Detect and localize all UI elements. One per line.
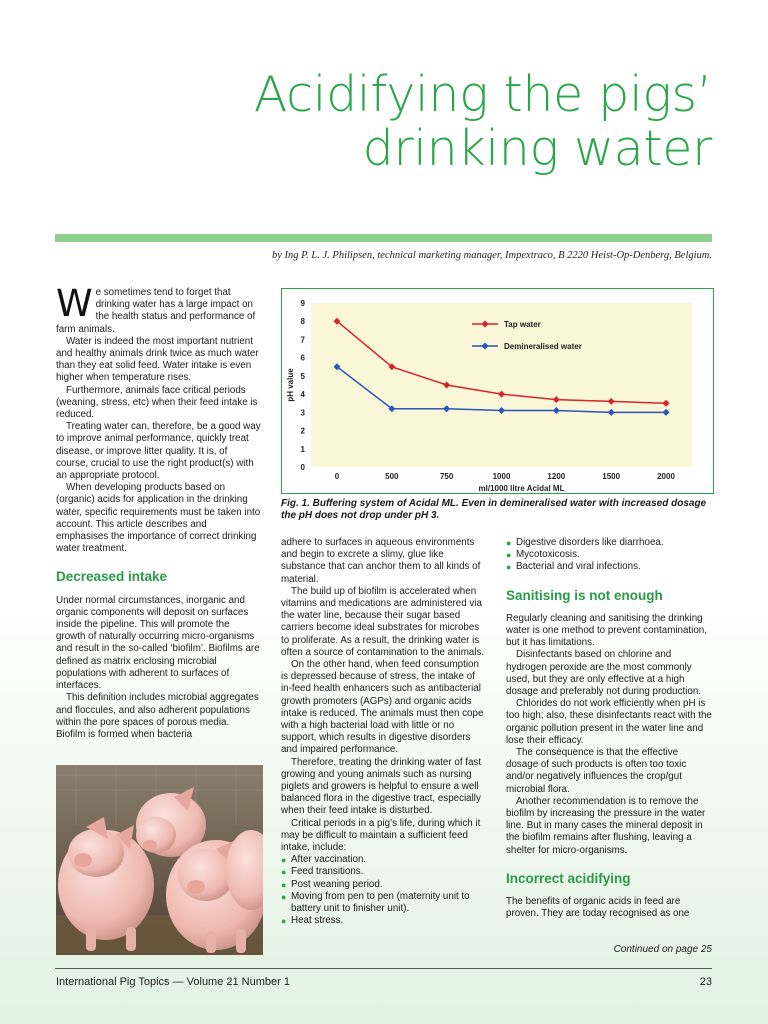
y-axis-label: pH value	[286, 368, 295, 402]
legend-label: Tap water	[504, 320, 541, 329]
x-tick-label: 1000	[492, 472, 511, 481]
x-tick-label: 500	[385, 472, 399, 481]
footer-rule	[55, 968, 712, 969]
drop-cap: W	[56, 282, 93, 325]
paragraph: Chlorides do not work efficiently when pH is too high; also, these disinfectants react with the organic pollution present in the water line and lose their efficacy.	[506, 698, 712, 746]
paragraph: The benefits of organic acids in feed are proven. They are today recognised as one	[506, 896, 690, 920]
paragraph: On the other hand, when feed consumption is depressed because of stress, the intake of in-feed health enhancers such as antibacterial growth promoters (AGPs) and organic acids intake is reduced. The animals must then cope with a high bacterial load with little or no support, which results in digestive disorders and impaired performance.	[281, 659, 484, 756]
y-tick-label: 6	[300, 353, 305, 363]
paragraph: adhere to surfaces in aqueous environments and begin to excrete a slimy, glue like substance that can anchor them to all kinds of material.	[281, 537, 481, 585]
piglets-illustration	[56, 765, 263, 955]
paragraph: Disinfectants based on chlorine and hydrogen peroxide are the most commonly used, but they are only effective at a high dosage and preferably not during production.	[506, 649, 701, 698]
y-tick-label: 4	[300, 390, 305, 400]
paragraph: Regularly cleaning and sanitising the drinking water is one method to prevent contamination, but it has limitations.	[506, 612, 707, 649]
figure-caption: Fig. 1. Buffering system of Acidal ML. Even in demineralised water with increased dosage the pH does not drop under pH 3.	[281, 498, 707, 521]
paragraph: When developing products based on (organic) acids for application in the drinking water, specific requirements must be taken into account. This article describes and emphasises the importance of correct drinking water treatment.	[56, 482, 261, 555]
piglets-photo	[56, 765, 263, 955]
x-tick-label: 1200	[547, 472, 566, 481]
paragraph: This definition includes microbial aggregates and floccules, and also adherent populations within the pore spaces of porous media. Biofilm is formed when bacteria	[56, 692, 259, 740]
paragraph: Therefore, treating the drinking water of fast growing and young animals such as nursing piglets and growers is helpful to ensure a well balanced flora in the digestive tract, especially when their feed intake is disturbed.	[281, 756, 482, 817]
y-tick-label: 0	[300, 463, 305, 472]
column-1	[56, 282, 261, 741]
list-item: ● Post weaning period.	[281, 879, 487, 891]
column-3	[506, 537, 712, 920]
list-item: ● Feed transitions.	[281, 866, 487, 878]
list-item: ● After vaccination.	[281, 854, 487, 866]
section-heading-incorrect-acidifying: Incorrect acidifying	[506, 870, 631, 886]
legend-label: Demineralised water	[504, 342, 582, 351]
title-rule	[55, 234, 712, 242]
list-item: ● Bacterial and viral infections.	[506, 561, 712, 573]
list-item: ● Digestive disorders like diarrhoea.	[506, 537, 712, 549]
paragraph: Under normal circumstances, inorganic and organic components will deposit on surfaces inside the pipeline. This will promote the growth of naturally occurring micro-organisms and result in the so-called ‘biofilm’. Biofilms are defined as matrix enclosing microbial populations with adherent to surfaces of interfaces.	[56, 594, 260, 692]
x-tick-label: 1500	[602, 472, 621, 481]
paragraph: Critical periods in a pig’s life, during which it may be difficult to maintain a sufficient feed intake, include:	[281, 817, 481, 854]
paragraph: The consequence is that the effective dosage of such products is often too toxic and/or negatively influences the crop/gut microbial flora.	[506, 747, 687, 795]
paragraph: Treating water can, therefore, be a good way to improve animal performance, quickly treat disease, or improve litter quality. It is, of course, crucial to use the right product(s) with an appropriate protocol.	[56, 421, 261, 482]
y-tick-label: 5	[300, 371, 305, 381]
paragraph: Furthermore, animals face critical periods (weaning, stress, etc) when their feed intake is reduced.	[56, 384, 258, 421]
paragraph: The build up of biofilm is accelerated when vitamins and medications are administered via the water line, because their sugar based carriers become ideal substrates for microbes to proliferate. As a result, the drinking water is often a source of contamination to the animals.	[281, 585, 485, 658]
x-tick-label: 0	[334, 472, 340, 481]
x-tick-label: 2000	[657, 472, 675, 481]
list-item: ● Moving from pen to pen (maternity unit to battery unit to finisher unit).	[281, 891, 487, 915]
x-axis-label: ml/1000 litre Acidal ML	[478, 484, 565, 493]
line-chart	[282, 289, 713, 493]
paragraph: Water is indeed the most important nutrient and healthy animals drink twice as much water than they eat solid feed. Water intake is even higher when temperature rises.	[56, 335, 259, 384]
figure-chart	[281, 288, 714, 494]
y-tick-label: 2	[300, 426, 305, 436]
continued-note: Continued on page 25	[613, 944, 712, 955]
column-2	[281, 537, 487, 928]
intro-text: e sometimes tend to forget that drinking water has a large impact on the health status and performance of farm animals.	[56, 287, 256, 335]
section-heading-sanitising: Sanitising is not enough	[506, 587, 663, 603]
byline: by Ing P. L. J. Philipsen, technical marketing manager, Impextraco, B 2220 Heist-Op-Denberg, Belgium.	[271, 250, 712, 261]
critical-periods-list	[281, 854, 487, 927]
title-line-1: Acidifying the pigs’	[253, 66, 712, 123]
x-tick-label: 750	[439, 472, 454, 481]
list-item: ● Heat stress.	[281, 915, 487, 927]
continued-list	[506, 537, 712, 574]
y-tick-label: 8	[300, 317, 305, 327]
y-tick-label: 1	[300, 444, 305, 454]
footer-publication: International Pig Topics — Volume 21 Number 1	[56, 976, 290, 988]
paragraph: Another recommendation is to remove the biofilm by increasing the pressure in the water line. But in many cases the mineral deposit in the biofilm remains after flushing, leaving a shelter for micro-organisms.	[506, 795, 706, 856]
y-tick-label: 3	[300, 408, 305, 418]
page-number: 23	[699, 976, 712, 988]
article-title	[72, 68, 712, 176]
y-tick-label: 9	[300, 299, 305, 308]
list-item: ● Mycotoxicosis.	[506, 549, 712, 561]
section-heading-decreased-intake: Decreased intake	[56, 569, 168, 585]
title-line-2: drinking water	[362, 119, 712, 177]
paragraph	[56, 282, 261, 336]
plot-area	[311, 303, 692, 467]
y-tick-label: 7	[300, 335, 305, 345]
